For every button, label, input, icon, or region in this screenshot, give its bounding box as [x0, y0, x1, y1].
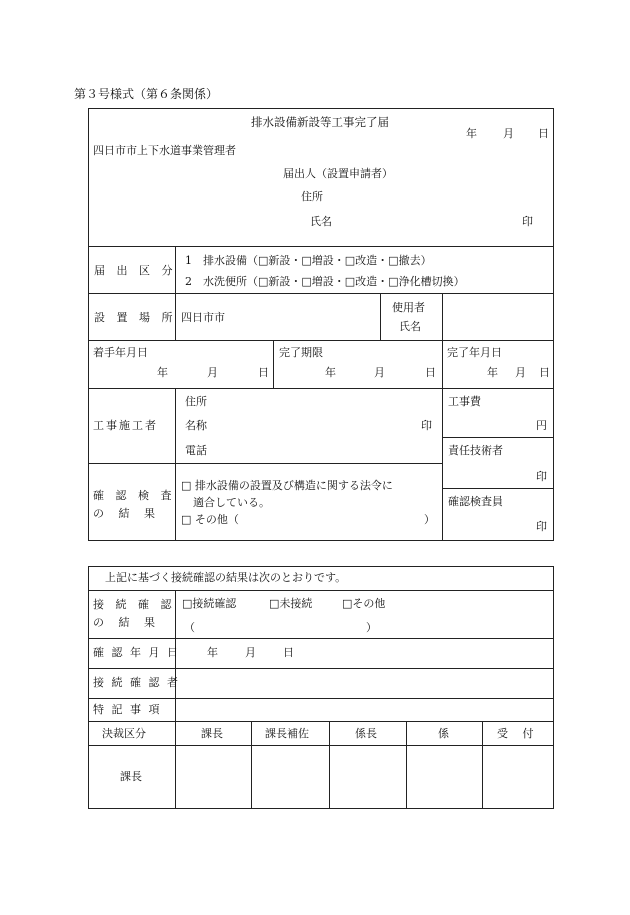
upper-table-left-border: [88, 108, 89, 540]
inspector-label: 確認検査員: [448, 495, 503, 508]
confirm-year: 年: [207, 646, 218, 659]
notes-label: 特 記 事 項: [93, 703, 162, 716]
row-divider: [88, 388, 554, 389]
deadline-year: 年: [325, 366, 336, 379]
inspection-item-1-line-1: □ 排水設備の設置及び構造に関する法令に: [181, 479, 393, 492]
date-day: 日: [538, 127, 549, 140]
complete-day: 日: [539, 366, 550, 379]
start-day: 日: [258, 366, 269, 379]
upper-table-top-border: [88, 108, 554, 109]
result-label-1: 接 続 確 認: [93, 598, 176, 611]
category-line-1: 1 排水設備（□新設・□増設・□改造・□撤去）: [185, 254, 432, 267]
inspector-seal: 印: [536, 520, 547, 533]
confirm-month: 月: [245, 646, 256, 659]
date-year: 年: [466, 127, 477, 140]
lower-table-right-border: [553, 566, 554, 809]
deadline-label: 完了期限: [279, 346, 323, 359]
lower-table-bottom-border: [88, 808, 554, 809]
start-month: 月: [207, 366, 218, 379]
approval-label: 決裁区分: [102, 727, 146, 740]
inspection-label-1: 確 認 検 査: [93, 489, 176, 502]
confirm-day: 日: [283, 646, 294, 659]
row-divider: [88, 463, 442, 464]
col-divider: [380, 293, 381, 340]
deadline-month: 月: [374, 366, 385, 379]
user-label-1: 使用者: [392, 301, 425, 314]
contractor-label: 工事施工者: [93, 419, 158, 432]
approval-col-subsection-chief: 係長: [355, 727, 377, 740]
contractor-address-label: 住所: [185, 395, 207, 408]
lower-table-left-border: [88, 566, 89, 809]
form-title: 排水設備新設等工事完了届: [251, 115, 389, 129]
inspection-item-1-line-2: 適合している。: [193, 496, 270, 509]
applicant-label: 届出人（設置申請者）: [283, 167, 393, 180]
location-label: 設 置 場 所: [94, 311, 177, 324]
result-label-2: の 結 果: [93, 616, 155, 629]
col-divider: [329, 721, 330, 809]
approval-col-section-chief: 課長: [201, 727, 223, 740]
col-divider: [406, 721, 407, 809]
col-divider: [442, 293, 443, 340]
approval-col-staff: 係: [438, 727, 449, 740]
applicant-name-label: 氏名: [310, 215, 332, 228]
start-year: 年: [157, 366, 168, 379]
engineer-label: 責任技術者: [448, 444, 503, 457]
user-label-2: 氏名: [399, 320, 421, 333]
engineer-seal: 印: [536, 470, 547, 483]
contractor-name-label: 名称: [185, 419, 207, 432]
col-divider: [251, 721, 252, 809]
row-divider: [88, 668, 554, 669]
upper-table-bottom-border: [88, 540, 554, 541]
result-option-not-connected[interactable]: □未接続: [269, 597, 313, 610]
cost-label: 工事費: [448, 395, 481, 408]
col-divider: [175, 246, 176, 340]
approval-row-label: 課長: [120, 770, 142, 783]
confirm-date-label: 確 認 年 月 日: [93, 646, 180, 659]
complete-month: 月: [515, 366, 526, 379]
category-line-2: 2 水洗便所（□新設・□増設・□改造・□浄化槽切換）: [185, 275, 465, 288]
confirmer-label: 接 続 確 認 者: [93, 676, 180, 689]
row-divider: [88, 698, 554, 699]
applicant-seal: 印: [522, 215, 533, 228]
start-date-label: 着手年月日: [93, 346, 148, 359]
contractor-phone-label: 電話: [185, 444, 207, 457]
inspection-item-2: □ その他（: [181, 513, 239, 526]
upper-table-right-border: [553, 108, 554, 540]
inspection-label-2: の 結 果: [93, 507, 155, 520]
location-value: 四日市市: [181, 311, 225, 324]
col-divider: [175, 590, 176, 809]
applicant-address-label: 住所: [301, 190, 323, 203]
contractor-seal: 印: [421, 419, 432, 432]
row-divider: [442, 437, 554, 438]
date-month: 月: [503, 127, 514, 140]
category-label: 届 出 区 分: [94, 264, 177, 277]
row-divider: [88, 293, 554, 294]
col-divider: [175, 388, 176, 540]
complete-year: 年: [487, 366, 498, 379]
row-divider: [88, 340, 554, 341]
approval-col-reception: 受 付: [497, 727, 534, 740]
row-divider: [88, 590, 554, 591]
row-divider: [88, 721, 554, 722]
col-divider: [442, 340, 443, 540]
approval-col-assistant-chief: 課長補佐: [265, 727, 309, 740]
form-number: 第３号様式（第６条関係）: [74, 87, 219, 101]
result-option-other[interactable]: □その他: [342, 597, 386, 610]
result-paren-open: （: [184, 621, 195, 634]
col-divider: [273, 340, 274, 388]
lower-intro: 上記に基づく接続確認の結果は次のとおりです。: [105, 571, 347, 584]
deadline-day: 日: [425, 366, 436, 379]
addressee: 四日市市上下水道事業管理者: [93, 144, 236, 157]
row-divider: [88, 638, 554, 639]
inspection-item-2-close: ）: [424, 513, 435, 526]
result-option-connected[interactable]: □接続確認: [182, 597, 237, 610]
row-divider: [88, 246, 554, 247]
row-divider: [88, 745, 554, 746]
complete-date-label: 完了年月日: [447, 346, 502, 359]
col-divider: [482, 721, 483, 809]
result-paren-close: ）: [366, 621, 377, 634]
row-divider: [442, 488, 554, 489]
lower-table-top-border: [88, 566, 554, 567]
cost-yen: 円: [536, 419, 547, 432]
